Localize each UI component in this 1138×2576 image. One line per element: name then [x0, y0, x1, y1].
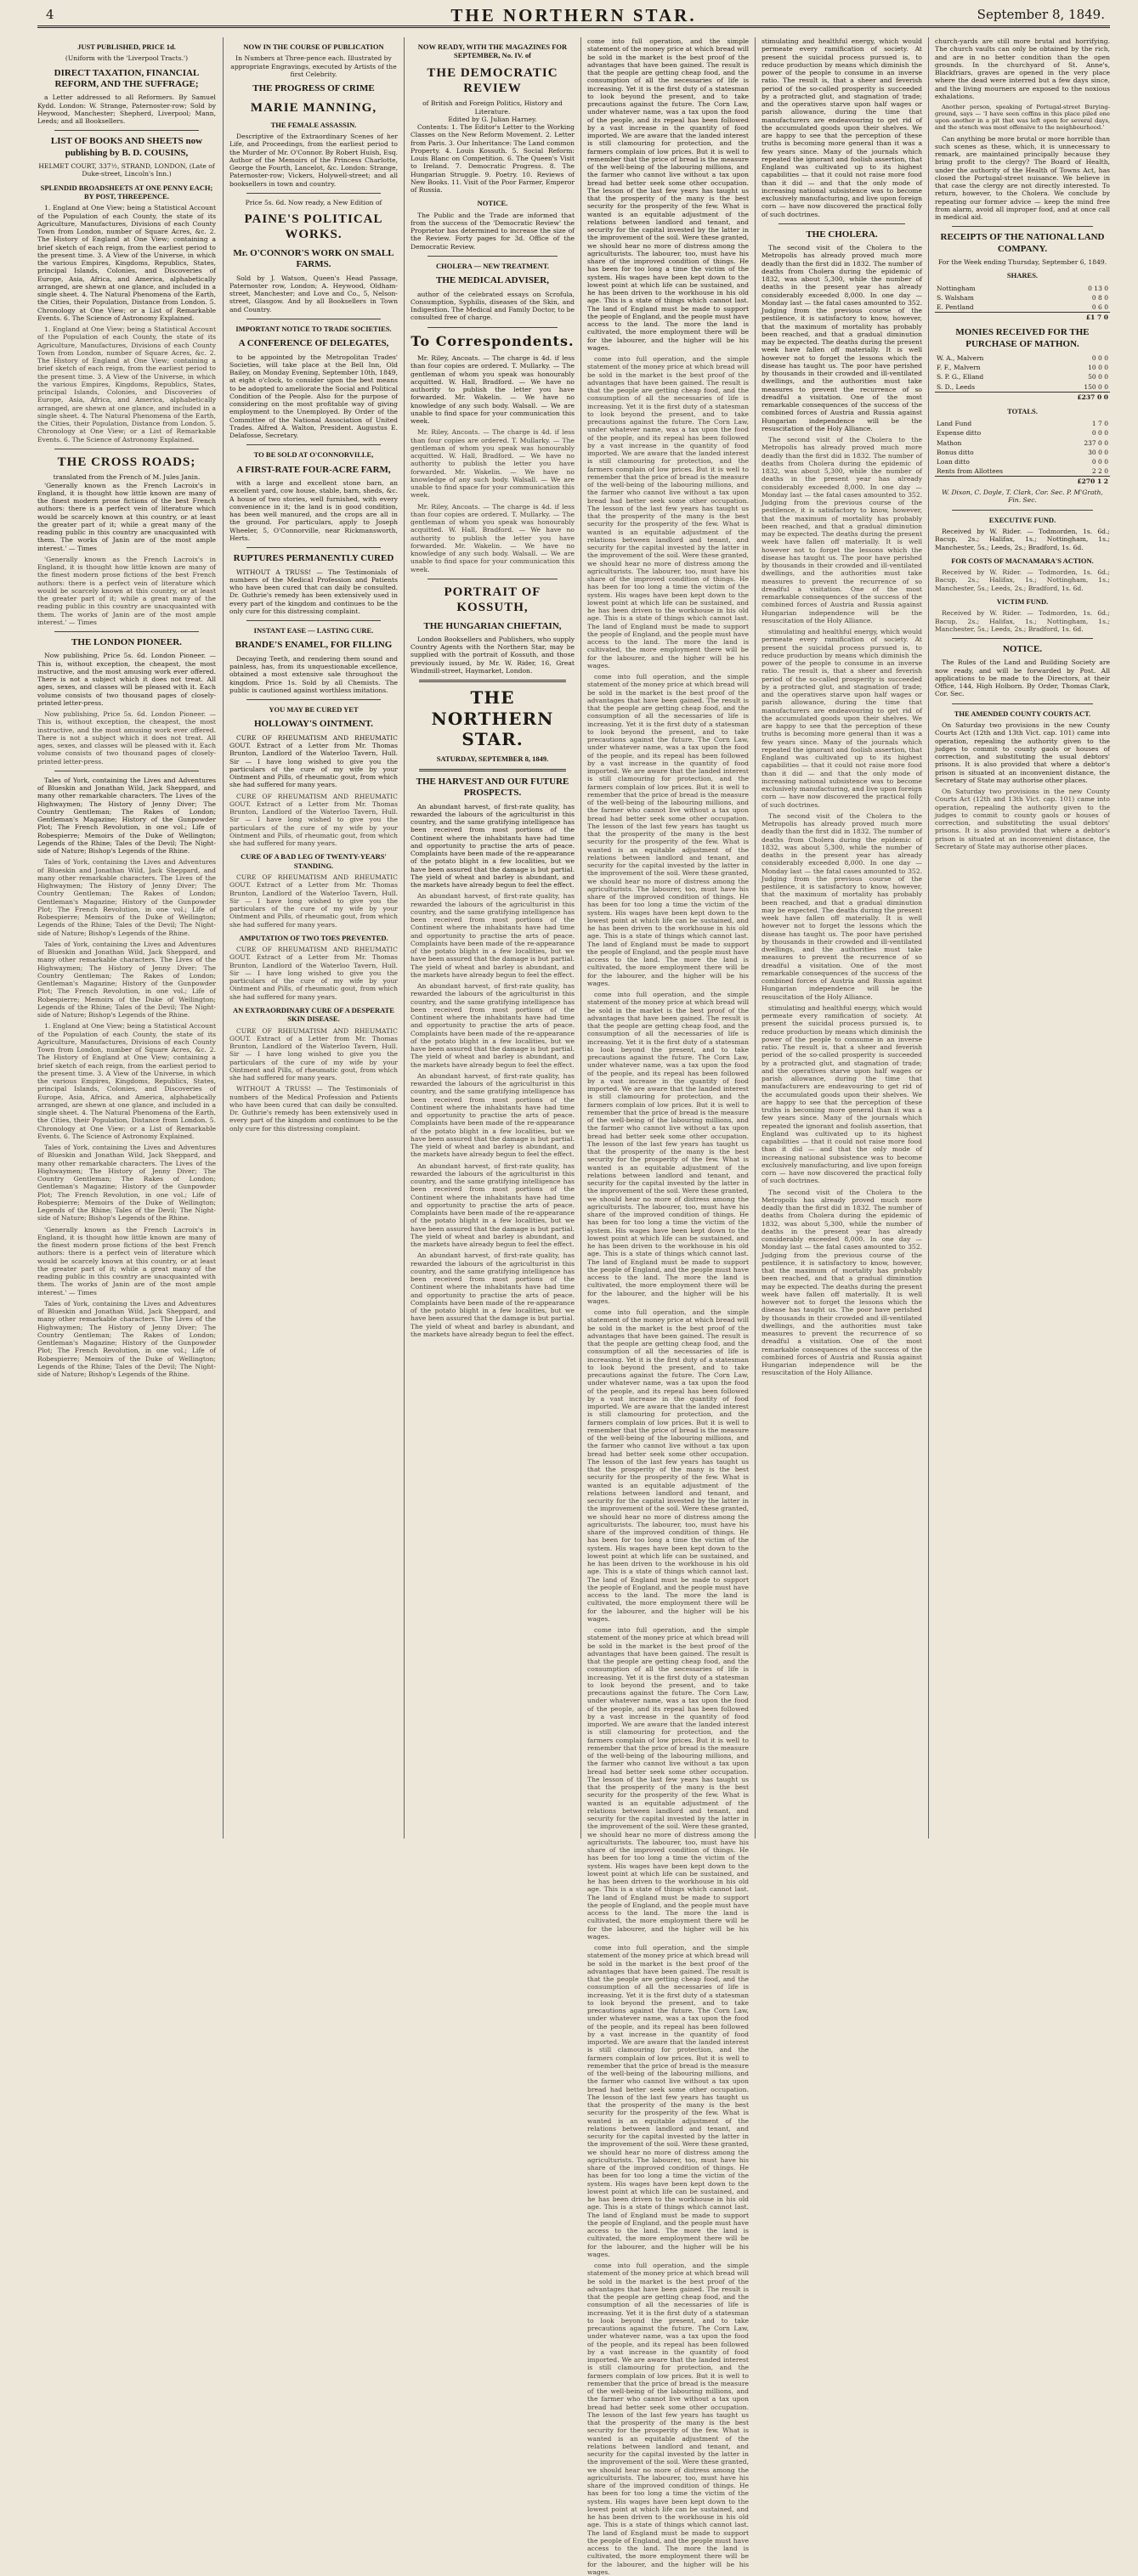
- masthead: [37, 5, 1110, 28]
- divider: [778, 223, 905, 224]
- row-place: Mathon: [937, 438, 962, 447]
- ad-subhead: AN EXTRAORDINARY CURE OF A DESPERATE SKIN DISEASE.: [233, 1005, 394, 1024]
- table-row: [935, 466, 1110, 477]
- table-total-row: [935, 477, 1110, 487]
- paper-date: SATURDAY, SEPTEMBER 8, 1849.: [436, 754, 549, 764]
- ad-body-cont: 1. England at One View; being a Statistical Account of the Population of each County, the state of its Agriculture, Manufactures, Divisions of each County Town from London, number of Square Acres, &c. 2. The History of England at One View; containing a brief sketch of each reign, from the earliest period to the present time. 3. A View of the Universe, in which the various Empires, Kingdoms, Republics, States, principal Islands, Colonies, and Discoveries of Europe, Asia, Africa, and America, alphabetically arranged, are shewn at one glance, and included in a single sheet. 4. The Natural Phenomena of the Earth, the Cities, their Population, Distance from London. 5. Chronology at One View; or a List of Remarkable Events. 6. The Science of Astronomy Explained.: [37, 325, 216, 443]
- ad-subhead: CURE OF A BAD LEG OF TWENTY-YEARS' STANDING.: [241, 852, 387, 870]
- column-1: [37, 37, 216, 1839]
- divider: [952, 510, 1093, 511]
- divider: [246, 193, 381, 194]
- purchase-heading: MONIES RECEIVED FOR THE PURCHASE OF MATHON.: [955, 327, 1090, 349]
- column-4: [587, 37, 749, 2576]
- row-place: F. F., Malvern: [937, 364, 981, 372]
- notice-heading: NOTICE.: [1002, 644, 1043, 655]
- ad-body: London Booksellers and Publishers, who supply Country Agents with the Northern Star, may be supplied with the portrait of Kossuth, and those previously issued, by Mr. W. Rider, 16, Great Windmill-street, Haymarket, London.: [410, 635, 575, 675]
- row-amount: 10 0 0: [1088, 364, 1108, 372]
- ad-title: THE PROGRESS OF CRIME: [252, 83, 375, 94]
- divider: [246, 620, 381, 621]
- ad-body-cont: Tales of York, containing the Lives and Adventures of Blueskin and Jonathan Wild, Jack Sheppard, and many other remarkable characters. The Lives of the Highwaymen; The History of Jenny Diver; The Country Gentleman; The Rakes of London; Gentleman's Magazine; History of the Gunpowder Plot; The French Revolution, in one vol.; Life of Robespierre; Memoirs of the Duke of Wellington; Legends of the Rhine; Tales of the Devil; The Night-side of Nature; Bishop's Legends of the Rhine.: [37, 858, 216, 937]
- article-body-cont: come into full operation, and the simple statement of the money price at which bread will be sold in the market is the best proof of the advantages that have been gained. The result is that the people are getting cheap food, and the consumption of all the necessaries of life is increasing. Yet it is the first duty of a statesman to look beyond the present, and to take precautions against the future. The Corn Law, under whatever name, was a tax upon the food of the people, and its repeal has been followed by a vast increase in the quantity of food imported. We are aware that the landed interest is still clamouring for protection, and the farmers complain of low prices. But it is well to remember that the price of bread is the measure of the well-being of the labouring millions, and the farmer who cannot live without a tax upon bread had better seek some other occupation. The lesson of the last few years has taught us that the prosperity of the many is the best security for the prosperity of the few. What is wanted is an equitable adjustment of the relations between landlord and tenant, and security for the capital invested by the latter in the improvement of the soil. Were these granted, we should hear no more of distress among the agriculturists. The labourer, too, must have his share of the improved condition of things. He has been for too long a time the victim of the system. His wages have been kept down to the lowest point at which life can be sustained, and he has been driven to the workhouse in his old age. This is a state of things which cannot last. The land of England must be made to support the people of England, and the people must have access to the land. The more the land is cultivated, the more employment there will be for the labourer, and the higher will be his wages.: [587, 1944, 749, 2258]
- ad-title: RUPTURES PERMANENTLY CURED: [233, 553, 394, 564]
- article-body-cont: come into full operation, and the simple statement of the money price at which bread will be sold in the market is the best proof of the advantages that have been gained. The result is that the people are getting cheap food, and the consumption of all the necessaries of life is increasing. Yet it is the first duty of a statesman to look beyond the present, and to take precautions against the future. The Corn Law, under whatever name, was a tax upon the food of the people, and its repeal has been followed by a vast increase in the quantity of food imported. We are aware that the landed interest is still clamouring for protection, and the farmers complain of low prices. But it is well to remember that the price of bread is the measure of the well-being of the labouring millions, and the farmer who cannot live without a tax upon bread had better seek some other occupation. The lesson of the last few years has taught us that the prosperity of the many is the best security for the prosperity of the few. What is wanted is an equitable adjustment of the relations between landlord and tenant, and security for the capital invested by the latter in the improvement of the soil. Were these granted, we should hear no more of distress among the agriculturists. The labourer, too, must have his share of the improved condition of things. He has been for too long a time the victim of the system. His wages have been kept down to the lowest point at which life can be sustained, and he has been driven to the workhouse in his old age. This is a state of things which cannot last. The land of England must be made to support the people of England, and the people must have access to the land. The more the land is cultivated, the more employment there will be for the labourer, and the higher will be his wages.: [587, 991, 749, 1305]
- row-place: W. A., Malvern: [937, 354, 984, 363]
- ad-title: THE LONDON PIONEER.: [71, 637, 182, 647]
- article-body-cont: The second visit of the Cholera to the Metropolis has already proved much more deadly than the first did in 1832. The number of deaths from Cholera during the epidemic of 1832, was about 5,300, while the number of deaths in the present year has already considerably exceeded 8,000. In one day — Monday last — the fatal cases amounted to 352. Judging from the previous course of the pestilence, it is satisfactory to know, however, that the maximum of mortality has probably been reached, and that a gradual diminution may be expected. The deaths during the present week have fallen off materially. It is well however not to forget the lessons which the disease has taught us. The poor have perished by thousands in their crowded and ill-ventilated dwellings, and the authorities must take measures to prevent the recurrence of so dreadful a visitation. One of the most remarkable consequences of the success of the combined forces of Austria and Russia against Hungarian independence will be the resuscitation of the Holy Alliance.: [761, 1188, 922, 1377]
- ad-title: A FIRST-RATE FOUR-ACRE FARM,: [236, 464, 391, 475]
- ad-body: Descriptive of the Extraordinary Scenes of her Life, and Proceedings, from the earliest period to the Murder of Mr. O'Connor. By Robert Huish, Esq. Author of the Memoirs of the Princess Charlotte, George the Fourth, Lancelot, &c. London: Strange, Paternoster-row; Vickers, Holywell-street; and all booksellers in town and country.: [229, 133, 398, 188]
- divider: [952, 638, 1093, 639]
- row-amount: 0 0 0: [1091, 457, 1108, 466]
- table-row: [935, 353, 1110, 363]
- ad-title: IMPORTANT NOTICE TO TRADE SOCIETIES.: [235, 324, 392, 333]
- correspondents-body-cont: Mr. Riley, Ancoats. — The charge is 4d. if less than four copies are ordered. T. Mullarky. — The gentleman of whom you speak was honourably acquitted. W. Hall, Bradford. — We have no authority to publish the letter you have forwarded. Mr. Wakelin. — We have no knowledge of any such body. Walsall. — We are unable to find space for your communication this week.: [410, 428, 575, 500]
- row-place: E. Pentland: [937, 303, 974, 312]
- article-body-cont: come into full operation, and the simple statement of the money price at which bread will be sold in the market is the best proof of the advantages that have been gained. The result is that the people are getting cheap food, and the consumption of all the necessaries of life is increasing. Yet it is the first duty of a statesman to look beyond the present, and to take precautions against the future. The Corn Law, under whatever name, was a tax upon the food of the people, and its repeal has been followed by a vast increase in the quantity of food imported. We are aware that the landed interest is still clamouring for protection, and the farmers complain of low prices. But it is well to remember that the price of bread is the measure of the well-being of the labouring millions, and the farmer who cannot live without a tax upon bread had better seek some other occupation. The lesson of the last few years has taught us that the prosperity of the many is the best security for the prosperity of the few. What is wanted is an equitable adjustment of the relations between landlord and tenant, and security for the capital invested by the latter in the improvement of the soil. Were these granted, we should hear no more of distress among the agriculturists. The labourer, too, must have his share of the improved condition of things. He has been for too long a time the victim of the system. His wages have been kept down to the lowest point at which life can be sustained, and he has been driven to the workhouse in his old age. This is a state of things which cannot last. The land of England must be made to support the people of England, and the people must have access to the land. The more the land is cultivated, the more employment there will be for the labourer, and the higher will be his wages.: [587, 1626, 749, 1940]
- ad-title: YOU MAY BE CURED YET: [269, 705, 359, 715]
- ad-body-cont: Tales of York, containing the Lives and Adventures of Blueskin and Jonathan Wild, Jack Sheppard, and many other remarkable characters. The Lives of the Highwaymen; The History of Jenny Diver; The Country Gentleman; The Rakes of London; Gentleman's Magazine; History of the Gunpowder Plot; The French Revolution, in one vol.; Life of Robespierre; Memoirs of the Duke of Wellington; Legends of the Rhine; Tales of the Devil; The Night-side of Nature; Bishop's Legends of the Rhine.: [37, 1299, 216, 1379]
- ad-body: with a large and excellent stone barn, an excellent yard, cow house, stable, barn, sheds, &c. A house of two stories, well furnished, with every convenience in it; the land is in good condition, has been well manured, and the crops are all in the ground. For particulars, apply to Joseph Wheeler, 5, O'Connorville, near Rickmansworth, Herts.: [229, 479, 398, 542]
- table-row: [935, 428, 1110, 438]
- table-row: [935, 302, 1110, 313]
- article-body-cont: come into full operation, and the simple statement of the money price at which bread will be sold in the market is the best proof of the advantages that have been gained. The result is that the people are getting cheap food, and the consumption of all the necessaries of life is increasing. Yet it is the first duty of a statesman to look beyond the present, and to take precautions against the future. The Corn Law, under whatever name, was a tax upon the food of the people, and its repeal has been followed by a vast increase in the quantity of food imported. We are aware that the landed interest is still clamouring for protection, and the farmers complain of low prices. But it is well to remember that the price of bread is the measure of the well-being of the labouring millions, and the farmer who cannot live without a tax upon bread had better seek some other occupation. The lesson of the last few years has taught us that the prosperity of the many is the best security for the prosperity of the few. What is wanted is an equitable adjustment of the relations between landlord and tenant, and security for the capital invested by the latter in the improvement of the soil. Were these granted, we should hear no more of distress among the agriculturists. The labourer, too, must have his share of the improved condition of things. He has been for too long a time the victim of the system. His wages have been kept down to the lowest point at which life can be sustained, and he has been driven to the workhouse in his old age. This is a state of things which cannot last. The land of England must be made to support the people of England, and the people must have access to the land. The more the land is cultivated, the more employment there will be for the labourer, and the higher will be his wages.: [587, 2262, 749, 2576]
- article-body-cont: On Saturday two provisions in the new County Courts Act (12th and 13th Vict. cap. 101) came into operation, repealing the authority given to the judges to commit to county gaols or houses of correction, and substituting the usual debtors' prisons. It is also provided that where a debtor's prison is situated at an inconvenient distance, the Secretary of State may authorise other places.: [935, 788, 1110, 850]
- ad-title: Mr. O'CONNOR'S WORK ON SMALL FARMS.: [233, 247, 394, 270]
- ad-title: DIRECT TAXATION, FINANCIAL REFORM, AND THE SUFFRAGE;: [54, 67, 200, 90]
- ad-sub: In Numbers at Three-pence each. Illustrated by appropriate Engravings, executed by Artists of the first Celebrity.: [230, 54, 397, 78]
- ad-body: Sold by J. Watson, Queen's Head Passage, Paternoster row, London; A. Heywood, Oldham-street, Manchester; and Love and Co., 5, Nelson-street, Glasgow. And by all Booksellers in Town and Country.: [229, 274, 398, 314]
- row-amount: 2 2 0: [1091, 466, 1108, 475]
- ad-title: CHOLERA — NEW TREATMENT.: [435, 261, 550, 270]
- ad-body: WITHOUT A TRUSS! — The Testimonials of numbers of the Medical Profession and Patients who have been cured that can daily be consulted. Dr. Guthrie's remedy has been extensively used in every part of the kingdom and continues to be the only cure for this distressing complaint.: [229, 568, 398, 615]
- article-body-cont: come into full operation, and the simple statement of the money price at which bread will be sold in the market is the best proof of the advantages that have been gained. The result is that the people are getting cheap food, and the consumption of all the necessaries of life is increasing. Yet it is the first duty of a statesman to look beyond the present, and to take precautions against the future. The Corn Law, under whatever name, was a tax upon the food of the people, and its repeal has been followed by a vast increase in the quantity of food imported. We are aware that the landed interest is still clamouring for protection, and the farmers complain of low prices. But it is well to remember that the price of bread is the measure of the well-being of the labouring millions, and the farmer who cannot live without a tax upon bread had better seek some other occupation. The lesson of the last few years has taught us that the prosperity of the many is the best security for the prosperity of the few. What is wanted is an equitable adjustment of the relations between landlord and tenant, and security for the capital invested by the latter in the improvement of the soil. Were these granted, we should hear no more of distress among the agriculturists. The labourer, too, must have his share of the improved condition of things. He has been for too long a time the victim of the system. His wages have been kept down to the lowest point at which life can be sustained, and he has been driven to the workhouse in his old age. This is a state of things which cannot last. The land of England must be made to support the people of England, and the people must have access to the land. The more the land is cultivated, the more employment there will be for the labourer, and the higher will be his wages.: [587, 673, 749, 987]
- ad-body: Tales of York, containing the Lives and Adventures of Blueskin and Jonathan Wild, Jack Sheppard, and many other remarkable characters. The Lives of the Highwaymen; The History of Jenny Diver; The Country Gentleman; The Rakes of London; Gentleman's Magazine; History of the Gunpowder Plot; The French Revolution, in one vol.; Life of Robespierre; Memoirs of the Duke of Wellington; Legends of the Rhine; Tales of the Devil; The Night-side of Nature; Bishop's Legends of the Rhine.: [37, 776, 216, 856]
- column-rule: [755, 37, 756, 1839]
- ad-title: INSTANT EASE — LASTING CURE.: [253, 626, 374, 636]
- page-number: 4: [46, 7, 54, 22]
- ad-title: THE HUNGARIAN CHIEFTAIN,: [423, 620, 562, 631]
- article-headline: THE CHOLERA.: [806, 229, 878, 240]
- ad-label: JUST PUBLISHED, PRICE 1d.: [77, 42, 176, 51]
- ad-body-cont: CURE OF RHEUMATISM AND RHEUMATIC GOUT. Extract of a Letter from Mr. Thomas Brunton, Landlord of the Waterloo Tavern, Hull. Sir — I have long wished to give you the particulars of the cure of my wife by your Ointment and Pills, of rheumatic gout, from which she had suffered for many years.: [229, 946, 398, 1001]
- ad-body-cont: 1. England at One View; being a Statistical Account of the Population of each County, the state of its Agriculture, Manufactures, Divisions of each County Town from London, number of Square Acres, &c. 2. The History of England at One View; containing a brief sketch of each reign, from the earliest period to the present time. 3. A View of the Universe, in which the various Empires, Kingdoms, Republics, States, principal Islands, Colonies, and Discoveries of Europe, Asia, Africa, and America, alphabetically arranged, are shewn at one glance, and included in a single sheet. 4. The Natural Phenomena of the Earth, the Cities, their Population, Distance from London. 5. Chronology at One View; or a List of Remarkable Events. 6. The Science of Astronomy Explained.: [37, 1022, 216, 1140]
- correspondents-heading: To Correspondents.: [410, 332, 575, 349]
- column-3: [410, 37, 575, 1839]
- ad-body: 1. England at One View; being a Statistical Account of the Population of each County, the state of its Agriculture, Manufactures, Divisions of each County Town from London, number of Square Acres, &c. 2. The History of England at One View; containing a brief sketch of each reign, from the earliest period to the present time. 3. A View of the Universe, in which the various Empires, Kingdoms, Republics, States, principal Islands, Colonies, and Discoveries of Europe, Asia, Africa, and America, alphabetically arranged, are shewn at one glance, and included in a single sheet. 4. The Natural Phenomena of the Earth, the Cities, their Population, Distance from London. 5. Chronology at One View; or a List of Remarkable Events. 6. The Science of Astronomy Explained.: [37, 204, 216, 322]
- ad-title: PAINE'S POLITICAL WORKS.: [244, 212, 383, 242]
- article-body: On Saturday two provisions in the new County Courts Act (12th and 13th Vict. cap. 101) came into operation, repealing the authority given to the judges to commit to county gaols or houses of correction, and substituting the usual debtors' prisons. It is also provided that where a debtor's prison is situated at an inconvenient distance, the Secretary of State may authorise other places.: [935, 721, 1110, 784]
- article-body: The second visit of the Cholera to the Metropolis has already proved much more deadly than the first did in 1832. The number of deaths from Cholera during the epidemic of 1832, was about 5,300, while the number of deaths in the present year has already considerably exceeded 8,000. In one day — Monday last — the fatal cases amounted to 352. Judging from the previous course of the pestilence, it is satisfactory to know, however, that the maximum of mortality has probably been reached, and that a gradual diminution may be expected. The deaths during the present week have fallen off materially. It is well however not to forget the lessons which the disease has taught us. The poor have perished by thousands in their crowded and ill-ventilated dwellings, and the authorities must take measures to prevent the recurrence of so dreadful a visitation. One of the most remarkable consequences of the success of the combined forces of Austria and Russia against Hungarian independence will be the resuscitation of the Holy Alliance.: [761, 244, 922, 432]
- article-body-cont: An abundant harvest, of first-rate quality, has rewarded the labours of the agriculturist in this country, and the same gratifying intelligence has been received from most portions of the Continent where the inhabitants have had time and opportunity to practise the arts of peace. Complaints have been made of the re-appearance of the potato blight in a few localities, but we have been assured that the damage is but partial. The yield of wheat and barley is abundant, and the markets have already begun to feel the effect.: [410, 1071, 575, 1159]
- column-6: [935, 37, 1110, 1839]
- paper-title: THE NORTHERN STAR.: [431, 687, 554, 749]
- divider: [246, 699, 381, 700]
- ad-title: NOTICE.: [477, 199, 508, 208]
- row-amount: 0 6 0: [1091, 303, 1108, 312]
- table-row: [935, 457, 1110, 466]
- ad-title: A CONFERENCE OF DELEGATES,: [238, 338, 389, 349]
- column-rule: [928, 37, 929, 1839]
- row-place: S. Walsham: [937, 293, 974, 302]
- ad-heading: SPLENDID BROADSHEETS AT ONE PENNY EACH; BY POST, THREEPENCE.: [40, 183, 213, 201]
- ad-title: THE CROSS ROADS;: [57, 455, 196, 469]
- ad-body: Now publishing, Price 5s. 6d. London Pioneer. — This is, without exception, the cheapest, the most instructive, and the most amusing work ever offered. There is not a subject which it does not treat. All ages, sexes, and classes will be pleased with it. Each volume consists of two thousand pages of closely-printed letter-press.: [37, 652, 216, 707]
- row-amount: 1 7 0: [1091, 420, 1108, 428]
- row-place: Nottingham: [937, 284, 976, 292]
- totals-label: TOTALS.: [1007, 406, 1038, 415]
- article-body-cont: An abundant harvest, of first-rate quality, has rewarded the labours of the agriculturist in this country, and the same gratifying intelligence has been received from most portions of the Continent where the inhabitants have had time and opportunity to practise the arts of peace. Complaints have been made of the re-appearance of the potato blight in a few localities, but we have been assured that the damage is but partial. The yield of wheat and barley is abundant, and the markets have already begun to feel the effect.: [410, 1251, 575, 1338]
- divider: [246, 444, 381, 445]
- ad-title: HOLLOWAY'S OINTMENT.: [254, 719, 373, 730]
- row-place: Bonus ditto: [937, 448, 974, 456]
- table-row: [935, 293, 1110, 302]
- column-5: [761, 37, 922, 1839]
- ad-body: CURE OF RHEUMATISM AND RHEUMATIC GOUT. Extract of a Letter from Mr. Thomas Brunton, Landlord of the Waterloo Tavern, Hull. Sir — I have long wished to give you the particulars of the cure of my wife by your Ointment and Pills, of rheumatic gout, from which she had suffered for many years.: [229, 733, 398, 789]
- row-amount: 237 0 0: [1084, 438, 1108, 447]
- row-amount: 150 0 0: [1084, 382, 1108, 391]
- ad-title: THE DEMOCRATIC REVIEW: [427, 65, 558, 96]
- divider: [419, 680, 566, 682]
- ad-sub: of British and Foreign Politics, History and Literature.: [422, 99, 563, 116]
- article-body-cont: An abundant harvest, of first-rate quality, has rewarded the labours of the agriculturist in this country, and the same gratifying intelligence has been received from most portions of the Continent where the inhabitants have had time and opportunity to practise the arts of peace. Complaints have been made of the re-appearance of the potato blight in a few localities, but we have been assured that the damage is but partial. The yield of wheat and barley is abundant, and the markets have already begun to feel the effect.: [410, 1161, 575, 1249]
- row-amount: 50 0 0: [1088, 373, 1108, 381]
- ad-body: Contents: 1. The Editor's Letter to the Working Classes on the New Reform Movement. 2. Letter from Paris. 3. Our Inheritance: The Land common Property. 4. Louis Kossuth. 5. Social Reform: Louis Blanc on Competition. 6. The Queen's Visit to Ireland. 7. Democratic Progress. 8. The Hungarian Struggle. 9. Poetry. 10. Reviews of New Books. 11. Visit of the Poor Farmer, Emperor of Russia.: [410, 123, 575, 195]
- fund-body-cont: Received by W. Rider. — Todmorden, 1s. 6d.; Bacup, 2s.; Halifax, 1s.; Nottingham, 1s.; Manchester, 5s.; Leeds, 2s.; Bradford, 1s. 6d.: [935, 568, 1110, 592]
- fund-body-cont: Received by W. Rider. — Todmorden, 1s. 6d.; Bacup, 2s.; Halifax, 1s.; Nottingham, 1s.; Manchester, 5s.; Leeds, 2s.; Bradford, 1s. 6d.: [935, 609, 1110, 633]
- article-headline: THE AMENDED COUNTY COURTS ACT.: [954, 709, 1091, 718]
- article-headline: THE HARVEST AND OUR FUTURE PROSPECTS.: [416, 776, 569, 799]
- article-body-cont: come into full operation, and the simple statement of the money price at which bread will be sold in the market is the best proof of the advantages that have been gained. The result is that the people are getting cheap food, and the consumption of all the necessaries of life is increasing. Yet it is the first duty of a statesman to look beyond the present, and to take precautions against the future. The Corn Law, under whatever name, was a tax upon the food of the people, and its repeal has been followed by a vast increase in the quantity of food imported. We are aware that the landed interest is still clamouring for protection, and the farmers complain of low prices. But it is well to remember that the price of bread is the measure of the well-being of the labouring millions, and the farmer who cannot live without a tax upon bread had better seek some other occupation. The lesson of the last few years has taught us that the prosperity of the many is the best security for the prosperity of the few. What is wanted is an equitable adjustment of the relations between landlord and tenant, and security for the capital invested by the latter in the improvement of the soil. Were these granted, we should hear no more of distress among the agriculturists. The labourer, too, must have his share of the improved condition of things. He has been for too long a time the victim of the system. His wages have been kept down to the lowest point at which life can be sustained, and he has been driven to the workhouse in his old age. This is a state of things which cannot last. The land of England must be made to support the people of England, and the people must have access to the land. The more the land is cultivated, the more employment there will be for the labourer, and the higher will be his wages.: [587, 355, 749, 669]
- ad-body-cont: CURE OF RHEUMATISM AND RHEUMATIC GOUT. Extract of a Letter from Mr. Thomas Brunton, Landlord of the Waterloo Tavern, Hull. Sir — I have long wished to give you the particulars of the cure of my wife by your Ointment and Pills, of rheumatic gout, from which she had suffered for many years.: [229, 873, 398, 929]
- receipts-subheading: For the Week ending Thursday, September 6, 1849.: [937, 258, 1107, 267]
- table-total-row: [935, 392, 1110, 402]
- ad-subhead: AMPUTATION OF TWO TOES PREVENTED.: [239, 933, 388, 942]
- row-place: S. D., Leeds: [937, 382, 976, 391]
- table-row: [935, 448, 1110, 457]
- table-row: [935, 284, 1110, 293]
- ad-title: TO BE SOLD AT O'CONNORVILLE,: [253, 450, 374, 460]
- row-place: Expense ditto: [937, 429, 982, 438]
- ad-title: BRANDE'S ENAMEL, FOR FILLING: [235, 640, 393, 651]
- table-row: [935, 419, 1110, 428]
- row-amount: 0 0 0: [1091, 354, 1108, 363]
- ad-body-cont: Now publishing, Price 5s. 6d. London Pioneer. — This is, without exception, the cheapest, the most instructive, and the most amusing work ever offered. There is not a subject which it does not treat. All ages, sexes, and classes will be pleased with it. Each volume consists of two thousand pages of closely-printed letter-press.: [37, 710, 216, 765]
- purchase-table: [935, 353, 1110, 402]
- table-row: [935, 438, 1110, 448]
- row-place: Rents from Allottees: [937, 466, 1004, 475]
- ad-body: to be appointed by the Metropolitan Trades' Societies, will take place at the Bell Inn, Old Bailey, on Monday Evening, September 10th, 1849, at eight o'clock, to consider upon the best means to be adopted to ameliorate the Social and Political Condition of the People. Also for the purpose of considering on the most profitable way of giving employment to the Unemployed. By Order of the Committee of the National Association of United Trades. Alfred A. Walton, President. Augustus E. Delafosse, Secretary.: [229, 353, 398, 440]
- fund-body: Received by W. Rider. — Todmorden, 1s. 6d.; Bacup, 2s.; Halifax, 1s.; Nottingham, 1s.; Manchester, 5s.; Leeds, 2s.; Bradford, 1s. 6d.: [935, 528, 1110, 551]
- signatories: W. Dixon, C. Doyle, T. Clark, Cor. Sec. P. M'Grath, Fin. Sec.: [942, 489, 1103, 505]
- row-amount: 0 13 0: [1088, 284, 1108, 292]
- column-rule: [223, 37, 224, 1839]
- article-body: An abundant harvest, of first-rate quality, has rewarded the labours of the agriculturist in this country, and the same gratifying intelligence has been received from most portions of the Continent where the inhabitants have had time and opportunity to practise the arts of peace. Complaints have been made of the re-appearance of the potato blight in a few localities, but we have been assured that the damage is but partial. The yield of wheat and barley is abundant, and the markets have already begun to feel the effect.: [410, 802, 575, 890]
- divider: [427, 327, 558, 328]
- article-body: stimulating and healthful energy, which would permeate every ramification of society. At present the suicidal process pursued is, to reduce production by means which diminish the power of the people to consume in an inverse ratio. The result is, that a sheer and feverish period of the so-called prosperity is succeeded by a protracted glut, and stagnation of trade; and the operatives starve upon half wages or parish allowance, during the time that manufacturers are endeavouring to get rid of the accumulated goods upon their shelves. We are happy to see that the perception of these truths is becoming more general than it was a few years since. Many of the journals which repeated the ignorant and foolish assertion, that England was cultivated up to its highest capabilities — that it could not raise more food than it did — and that the only mode of increasing national subsistence was to become exclusively manufacturing, and live upon foreign corn — have now discovered the practical folly of such doctrines.: [761, 37, 922, 218]
- divider: [952, 226, 1093, 227]
- article-body-cont: The second visit of the Cholera to the Metropolis has already proved much more deadly than the first did in 1832. The number of deaths from Cholera during the epidemic of 1832, was about 5,300, while the number of deaths in the present year has already considerably exceeded 8,000. In one day — Monday last — the fatal cases amounted to 352. Judging from the previous course of the pestilence, it is satisfactory to know, however, that the maximum of mortality has probably been reached, and that a gradual diminution may be expected. The deaths during the present week have fallen off materially. It is well however not to forget the lessons which the disease has taught us. The poor have perished by thousands in their crowded and ill-ventilated dwellings, and the authorities must take measures to prevent the recurrence of so dreadful a visitation. One of the most remarkable consequences of the success of the combined forces of Austria and Russia against Hungarian independence will be the resuscitation of the Holy Alliance.: [761, 811, 922, 1001]
- ad-body-cont: 'Generally known as the French Lacroix's in England, it is thought how little known are many of the finest modern prose fictions of the best French authors: there is a perfect vein of literature which would be scarcely known at this country, or at least the greater part of it; while a great many of the reading public in this country are unacquainted with them. The works of Janin are of the most ample interest.' — Times: [37, 555, 216, 626]
- masthead-date: September 8, 1849.: [977, 7, 1105, 22]
- correspondents-body-cont: Mr. Riley, Ancoats. — The charge is 4d. if less than four copies are ordered. T. Mullarky. — The gentleman of whom you speak was honourably acquitted. W. Hall, Bradford. — We have no authority to publish the letter you have forwarded. Mr. Wakelin. — We have no knowledge of any such body. Walsall. — We are unable to find space for your communication this week.: [410, 502, 575, 573]
- total-amount: £270 1 2: [1052, 477, 1110, 487]
- table-row: [935, 382, 1110, 393]
- article-body-cont: The second visit of the Cholera to the Metropolis has already proved much more deadly than the first did in 1832. The number of deaths from Cholera during the epidemic of 1832, was about 5,300, while the number of deaths in the present year has already considerably exceeded 8,000. In one day — Monday last — the fatal cases amounted to 352. Judging from the previous course of the pestilence, it is satisfactory to know, however, that the maximum of mortality has probably been reached, and that a gradual diminution may be expected. The deaths during the present week have fallen off materially. It is well however not to forget the lessons which the disease has taught us. The poor have perished by thousands in their crowded and ill-ventilated dwellings, and the authorities must take measures to prevent the recurrence of so dreadful a visitation. One of the most remarkable consequences of the success of the combined forces of Austria and Russia against Hungarian independence will be the resuscitation of the Holy Alliance.: [761, 436, 922, 624]
- shares-label: SHARES.: [1006, 271, 1039, 280]
- row-amount: 0 8 0: [1091, 293, 1108, 302]
- divider: [54, 631, 199, 632]
- table-total-row: [935, 313, 1110, 323]
- column-rule: [404, 37, 405, 1839]
- shares-table: [935, 284, 1110, 323]
- column-2: [229, 37, 398, 1839]
- ad-editor: Edited by G. Julian Harney.: [448, 115, 537, 123]
- ad-body-cont: Tales of York, containing the Lives and Adventures of Blueskin and Jonathan Wild, Jack Sheppard, and many other remarkable characters. The Lives of the Highwaymen; The History of Jenny Diver; The Country Gentleman; The Rakes of London; Gentleman's Magazine; History of the Gunpowder Plot; The French Revolution, in one vol.; Life of Robespierre; Memoirs of the Duke of Wellington; Legends of the Rhine; Tales of the Devil; The Night-side of Nature; Bishop's Legends of the Rhine.: [37, 1144, 216, 1223]
- fund-heading: VICTIM FUND.: [996, 596, 1049, 606]
- divider: [246, 547, 381, 548]
- ad-title: LIST OF BOOKS AND SHEETS now publishing by B. D. COUSINS,: [50, 136, 203, 158]
- row-place: S. P. G., Elland: [937, 373, 984, 381]
- ad-body-cont: CURE OF RHEUMATISM AND RHEUMATIC GOUT. Extract of a Letter from Mr. Thomas Brunton, Landlord of the Waterloo Tavern, Hull. Sir — I have long wished to give you the particulars of the cure of my wife by your Ointment and Pills, of rheumatic gout, from which she had suffered for many years.: [229, 1026, 398, 1082]
- row-amount: 0 0 0: [1091, 429, 1108, 438]
- row-place: Loan ditto: [937, 457, 970, 466]
- ad-title: THE FEMALE ASSASSIN.: [270, 120, 357, 129]
- ad-body-cont: WITHOUT A TRUSS! — The Testimonials of numbers of the Medical Profession and Patients who have been cured that can daily be consulted. Dr. Guthrie's remedy has been extensively used in every part of the kingdom and continues to be the only cure for this distressing complaint.: [229, 1085, 398, 1133]
- ad-sub: (Uniform with the 'Liverpool Tracts.'): [65, 54, 189, 63]
- ad-body-cont: Tales of York, containing the Lives and Adventures of Blueskin and Jonathan Wild, Jack Sheppard, and many other remarkable characters. The Lives of the Highwaymen; The History of Jenny Diver; The Country Gentleman; The Rakes of London; Gentleman's Magazine; History of the Gunpowder Plot; The French Revolution, in one vol.; Life of Robespierre; Memoirs of the Duke of Wellington; Legends of the Rhine; Tales of the Devil; The Night-side of Nature; Bishop's Legends of the Rhine.: [37, 940, 216, 1020]
- article-body: church-yards are still more brutal and horrifying. The church vaults can only be obtained by the rich, and are in no better condition than the open grounds. In the churchyard of St. Anne's, Blackfriars, graves are opened in the very place where the dead were interred but a few days since, and the living mourners are exposed to the noxious exhalations.: [935, 37, 1110, 100]
- correspondents-body: Mr. Riley, Ancoats. — The charge is 4d. if less than four copies are ordered. T. Mullarky. — The gentleman of whom you speak was honourably acquitted. W. Hall, Bradford. — We have no authority to publish the letter you have forwarded. Mr. Wakelin. — We have no knowledge of any such body. Walsall. — We are unable to find space for your communication this week.: [410, 354, 575, 426]
- row-place: Land Fund: [937, 420, 972, 428]
- ad-address: HELMET COURT, 337½, STRAND, LONDON, (Late of Duke-street, Lincoln's Inn.): [38, 162, 215, 178]
- row-amount: 30 0 0: [1088, 448, 1108, 456]
- ad-label: NOW IN THE COURSE OF PUBLICATION: [243, 42, 384, 51]
- ad-sub: Price 5s. 6d. Now ready, a New Edition of: [245, 198, 382, 206]
- article-body-cont: An abundant harvest, of first-rate quality, has rewarded the labours of the agriculturist in this country, and the same gratifying intelligence has been received from most portions of the Continent where the inhabitants have had time and opportunity to practise the arts of peace. Complaints have been made of the re-appearance of the potato blight in a few localities, but we have been assured that the damage is but partial. The yield of wheat and barley is abundant, and the markets have already begun to feel the effect.: [410, 982, 575, 1069]
- article-body-cont: stimulating and healthful energy, which would permeate every ramification of society. At present the suicidal process pursued is, to reduce production by means which diminish the power of the people to consume in an inverse ratio. The result is, that a sheer and feverish period of the so-called prosperity is succeeded by a protracted glut, and stagnation of trade; and the operatives starve upon half wages or parish allowance, during the time that manufacturers are endeavouring to get rid of the accumulated goods upon their shelves. We are happy to see that the perception of these truths is becoming more general than it was a few years since. Many of the journals which repeated the ignorant and foolish assertion, that England was cultivated up to its highest capabilities — that it could not raise more food than it did — and that the only mode of increasing national subsistence was to become exclusively manufacturing, and live upon foreign corn — have now discovered the practical folly of such doctrines.: [761, 1003, 922, 1185]
- ad-body: The Public and the Trade are informed that from the success of the 'Democratic Review' the Proprietor has determined to increase the size of the Review. Forty pages for 3d. Office of the Democratic Review.: [410, 211, 575, 251]
- ad-body: 'Generally known as the French Lacroix's in England, it is thought how little known are many of the finest modern prose fictions of the best French authors: there is a perfect vein of literature which would be scarcely known at this country, or at least the greater part of it; while a great many of the reading public in this country are unacquainted with them. The works of Janin are of the most ample interest.' — Times: [37, 481, 216, 552]
- ad-title: MARIE MANNING,: [250, 100, 377, 115]
- article-body-cont: stimulating and healthful energy, which would permeate every ramification of society. At present the suicidal process pursued is, to reduce production by means which diminish the power of the people to consume in an inverse ratio. The result is, that a sheer and feverish period of the so-called prosperity is succeeded by a protracted glut, and stagnation of trade; and the operatives starve upon half wages or parish allowance, during the time that manufacturers are endeavouring to get rid of the accumulated goods upon their shelves. We are happy to see that the perception of these truths is becoming more general than it was a few years since. Many of the journals which repeated the ignorant and foolish assertion, that England was cultivated up to its highest capabilities — that it could not raise more food than it did — and that the only mode of increasing national subsistence was to become exclusively manufacturing, and live upon foreign corn — have now discovered the practical folly of such doctrines.: [761, 628, 922, 809]
- fund-heading: EXECUTIVE FUND.: [988, 515, 1056, 524]
- ad-title: PORTRAIT OF KOSSUTH,: [444, 585, 541, 615]
- column-rule: [580, 37, 581, 1839]
- masthead-title: THE NORTHERN STAR.: [450, 5, 697, 25]
- article-quote: Another person, speaking of Portugal-street Burying-ground, says — 'I have seen coffins in this place piled one upon another in a pit that was left open for several days, and the stench was most offensive to the neighbourhood.': [935, 104, 1110, 132]
- ad-title: THE MEDICAL ADVISER,: [436, 275, 549, 286]
- total-amount: £1 7 0: [1044, 313, 1110, 323]
- article-body: Can anything be more brutal or more horrible than such scenes as these, which, it is unnecessary to remark, are maintained principally because they bring profit to the clergy? The Board of Health, under the authority of the Health of Towns Act, has closed the Portugal-street nuisance. We believe in that case the clergy are not directly interested. To return, however, to the Cholera. We conclude by repeating our former advice — keep the mind free from alarm, avoid all improper food, and at once call in medical aid.: [935, 134, 1110, 222]
- ad-label: NOW READY, WITH THE MAGAZINES FOR SEPTEMBER, No. IV. of: [417, 42, 568, 60]
- article-body-cont: An abundant harvest, of first-rate quality, has rewarded the labours of the agriculturist in this country, and the same gratifying intelligence has been received from most portions of the Continent where the inhabitants have had time and opportunity to practise the arts of peace. Complaints have been made of the re-appearance of the potato blight in a few localities, but we have been assured that the damage is but partial. The yield of wheat and barley is abundant, and the markets have already begun to feel the effect.: [410, 892, 575, 979]
- ad-sub: translated from the French of M. Jules Janin.: [53, 473, 201, 482]
- divider: [54, 130, 199, 131]
- divider: [952, 703, 1093, 704]
- ad-body-cont: 'Generally known as the French Lacroix's in England, it is thought how little known are many of the finest modern prose fictions of the best French authors: there is a perfect vein of literature which would be scarcely known at this country, or at least the greater part of it; while a great many of the reading public in this country are unacquainted with them. The works of Janin are of the most ample interest.' — Times: [37, 1225, 216, 1296]
- divider: [427, 256, 558, 257]
- ad-body: a Letter addressed to all Reformers. By Samuel Kydd. London: W. Strange, Paternoster-row; Sold by Heywood, Manchester; Shepherd, Liverpool; Mann, Leeds; and all Booksellers.: [37, 93, 216, 126]
- totals-table: [935, 419, 1110, 486]
- divider: [419, 769, 566, 771]
- article-body-cont: come into full operation, and the simple statement of the money price at which bread will be sold in the market is the best proof of the advantages that have been gained. The result is that the people are getting cheap food, and the consumption of all the necessaries of life is increasing. Yet it is the first duty of a statesman to look beyond the present, and to take precautions against the future. The Corn Law, under whatever name, was a tax upon the food of the people, and its repeal has been followed by a vast increase in the quantity of food imported. We are aware that the landed interest is still clamouring for protection, and the farmers complain of low prices. But it is well to remember that the price of bread is the measure of the well-being of the labouring millions, and the farmer who cannot live without a tax upon bread had better seek some other occupation. The lesson of the last few years has taught us that the prosperity of the many is the best security for the prosperity of the few. What is wanted is an equitable adjustment of the relations between landlord and tenant, and security for the capital invested by the latter in the improvement of the soil. Were these granted, we should hear no more of distress among the agriculturists. The labourer, too, must have his share of the improved condition of things. He has been for too long a time the victim of the system. His wages have been kept down to the lowest point at which life can be sustained, and he has been driven to the workhouse in his old age. This is a state of things which cannot last. The land of England must be made to support the people of England, and the people must have access to the land. The more the land is cultivated, the more employment there will be for the labourer, and the higher will be his wages.: [587, 1308, 749, 1623]
- receipts-heading: RECEIPTS OF THE NATIONAL LAND COMPANY.: [940, 232, 1105, 254]
- ad-body-cont: CURE OF RHEUMATISM AND RHEUMATIC GOUT. Extract of a Letter from Mr. Thomas Brunton, Landlord of the Waterloo Tavern, Hull. Sir — I have long wished to give you the particulars of the cure of my wife by your Ointment and Pills, of rheumatic gout, from which she had suffered for many years.: [229, 792, 398, 848]
- total-amount: £237 0 0: [1039, 392, 1110, 402]
- ad-body: author of the celebrated essays on Scrofula, Consumption, Syphilis, diseases of the Skin, and Indigestion. The Medical and Family Doctor, to be consulted free of charge.: [410, 290, 575, 322]
- article-body: come into full operation, and the simple statement of the money price at which bread will be sold in the market is the best proof of the advantages that have been gained. The result is that the people are getting cheap food, and the consumption of all the necessaries of life is increasing. Yet it is the first duty of a statesman to look beyond the present, and to take precautions against the future. The Corn Law, under whatever name, was a tax upon the food of the people, and its repeal has been followed by a vast increase in the quantity of food imported. We are aware that the landed interest is still clamouring for protection, and the farmers complain of low prices. But it is well to remember that the price of bread is the measure of the well-being of the labouring millions, and the farmer who cannot live without a tax upon bread had better seek some other occupation. The lesson of the last few years has taught us that the prosperity of the many is the best security for the prosperity of the few. What is wanted is an equitable adjustment of the relations between landlord and tenant, and security for the capital invested by the latter in the improvement of the soil. Were these granted, we should hear no more of distress among the agriculturists. The labourer, too, must have his share of the improved condition of things. He has been for too long a time the victim of the system. His wages have been kept down to the lowest point at which life can be sustained, and he has been driven to the workhouse in his old age. This is a state of things which cannot last. The land of England must be made to support the people of England, and the people must have access to the land. The more the land is cultivated, the more employment there will be for the labourer, and the higher will be his wages.: [587, 37, 749, 352]
- table-row: [935, 363, 1110, 372]
- ad-body: Decaying Teeth, and rendering them sound and painless, has, from its unquestionable excellence, obtained a most extensive sale throughout the kingdom. Price 1s. Sold by all Chemists. The public is cautioned against worthless imitations.: [229, 654, 398, 694]
- notice-body: The Rules of the Land and Building Society are now ready, and will be forwarded by Post. All applications to be made to the Directors, at their Office, 144, High Holborn. By Order, Thomas Clark, Cor. Sec.: [935, 658, 1110, 698]
- table-row: [935, 372, 1110, 381]
- fund-heading: FOR COSTS OF MACNAMARA'S ACTION.: [951, 556, 1094, 565]
